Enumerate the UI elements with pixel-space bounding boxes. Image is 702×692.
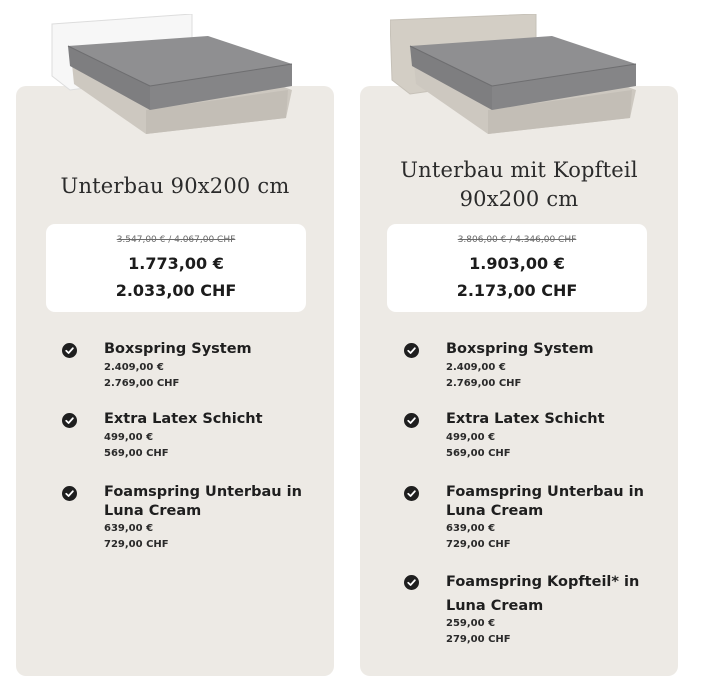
item-name: Boxspring System bbox=[104, 341, 252, 357]
item-price-chf: 279,00 CHF bbox=[446, 634, 511, 645]
item-price-chf: 2.769,00 CHF bbox=[446, 378, 522, 389]
item-name: Foamspring Unterbau in Luna Cream bbox=[446, 484, 644, 519]
item-price-chf: 729,00 CHF bbox=[446, 539, 511, 550]
product-title-line1: Unterbau mit Kopfteil bbox=[400, 158, 638, 182]
item-name: Boxspring System bbox=[446, 341, 594, 357]
old-price: 3.806,00 € / 4.346,00 CHF bbox=[457, 235, 577, 245]
product-title bbox=[360, 156, 678, 214]
item-price-chf: 729,00 CHF bbox=[104, 539, 169, 550]
product-card-unterbau-mit-kopfteil bbox=[360, 86, 678, 676]
item-price-eur: 2.409,00 € bbox=[104, 362, 164, 373]
item-price-chf: 2.769,00 CHF bbox=[104, 378, 180, 389]
bed-image bbox=[48, 14, 294, 140]
check-circle-icon bbox=[404, 343, 419, 358]
price-chf: 2.033,00 CHF bbox=[115, 281, 237, 300]
old-price: 3.547,00 € / 4.067,00 CHF bbox=[116, 235, 236, 245]
bed-image bbox=[390, 14, 638, 140]
price-box bbox=[46, 224, 306, 312]
item-name: Foamspring Kopfteil* in Luna Cream bbox=[446, 574, 640, 614]
check-circle-icon bbox=[62, 486, 77, 501]
item-price-eur: 499,00 € bbox=[104, 432, 154, 443]
price-eur: 1.903,00 € bbox=[469, 254, 565, 273]
price-eur: 1.773,00 € bbox=[128, 254, 224, 273]
check-circle-icon bbox=[404, 413, 419, 428]
item-name: Foamspring Unterbau in Luna Cream bbox=[104, 484, 302, 519]
price-box bbox=[387, 224, 647, 312]
item-price-eur: 499,00 € bbox=[446, 432, 496, 443]
item-price-eur: 639,00 € bbox=[104, 523, 154, 534]
check-circle-icon bbox=[62, 343, 77, 358]
item-price-eur: 2.409,00 € bbox=[446, 362, 506, 373]
check-circle-icon bbox=[404, 575, 419, 590]
item-price-eur: 259,00 € bbox=[446, 618, 496, 629]
product-title: Unterbau 90x200 cm bbox=[60, 174, 290, 198]
price-chf: 2.173,00 CHF bbox=[456, 281, 578, 300]
item-name: Extra Latex Schicht bbox=[446, 411, 605, 427]
item-price-chf: 569,00 CHF bbox=[446, 448, 511, 459]
check-circle-icon bbox=[404, 486, 419, 501]
product-card-unterbau bbox=[16, 86, 334, 676]
item-price-eur: 639,00 € bbox=[446, 523, 496, 534]
product-title-line2: 90x200 cm bbox=[459, 187, 579, 211]
item-name: Extra Latex Schicht bbox=[104, 411, 263, 427]
check-circle-icon bbox=[62, 413, 77, 428]
item-price-chf: 569,00 CHF bbox=[104, 448, 169, 459]
